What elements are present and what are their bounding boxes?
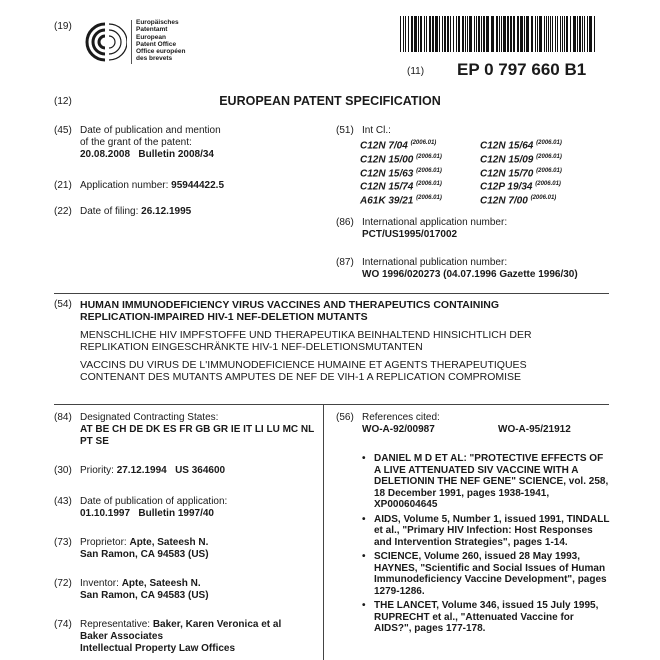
grant-date-value: 20.08.2008 Bulletin 2008/34: [80, 149, 214, 160]
inid-code-30: (30): [54, 465, 72, 476]
publication-number: EP 0 797 660 B1: [457, 60, 587, 79]
inid-code-86: (86): [336, 217, 354, 228]
inid-code-21: (21): [54, 180, 72, 191]
representative-field: Representative: Baker, Karen Veronica et al Baker Associates Intellectual Property Law Offices: [80, 619, 282, 654]
references-list: [360, 453, 612, 638]
priority-field: Priority: 27.12.1994 US 364600: [80, 465, 226, 476]
reference-item: • THE LANCET, Volume 346, issued 15 July 1995, RUPRECHT et al., "Attenuated Vaccine for AIDS?", pages 177-178.: [360, 600, 612, 635]
application-number-field: Application number: 95944422.5: [80, 180, 225, 191]
inid-code-84: (84): [54, 412, 72, 423]
inid-code-73: (73): [54, 537, 72, 548]
inid-code-12: (12): [54, 96, 72, 107]
title-en: HUMAN IMMUNODEFICIENCY VIRUS VACCINES AND THERAPEUTICS CONTAINING REPLICATION-IMPAIRED HIV-1 NEF-DELETION MUTANTS: [80, 299, 500, 323]
reference-item: • AIDS, Volume 5, Number 1, issued 1991, TINDALL et al., "Primary HIV Infection: Host Responses and Intervention Strategies", pages 1-14.: [360, 514, 612, 549]
intl-publication-value: WO 1996/020273 (04.07.1996 Gazette 1996/30): [362, 269, 578, 280]
title-fr: VACCINS DU VIRUS DE L'IMMUNODEFICIENCE HUMAINE ET AGENTS THERAPEUTIQUES CONTENANT DES MUTANTS AMPUTES DE NEF DE VIH-1 A REPLICATION COMPROMISE: [80, 359, 527, 383]
inid-code-87: (87): [336, 257, 354, 268]
application-number-value: 95944422.5: [171, 180, 225, 191]
reference-item: • DANIEL M D ET AL: "PROTECTIVE EFFECTS OF A LIVE ATTENUATED SIV VACCINE WITH A DELETIONIN THE NEF GENE" SCIENCE, vol. 258, 18 December 1991, pages 1938-1941, XP000604645: [360, 453, 612, 511]
divider: [54, 404, 609, 405]
references-field: References cited: WO-A-92/00987 WO-A-95/21912: [362, 412, 571, 435]
inid-code-43: (43): [54, 496, 72, 507]
inid-code-54: (54): [54, 299, 72, 310]
inventor-field: Inventor: Apte, Sateesh N. San Ramon, CA 94583 (US): [80, 578, 209, 601]
divider: [54, 293, 609, 294]
inid-code-74: (74): [54, 619, 72, 630]
reference-item: • SCIENCE, Volume 260, issued 28 May 1993, HAYNES, "Scientific and Social Issues of Human Immunodeficiency Vaccine Development", pages 1279-1286.: [360, 551, 612, 597]
filing-date-field: Date of filing: 26.12.1995: [80, 206, 192, 217]
intl-application-field: International application number: PCT/US1995/017002: [362, 217, 508, 240]
designated-states-field: Designated Contracting States: AT BE CH DE DK ES FR GB GR IE IT LI LU MC NL PT SE: [80, 412, 315, 447]
inid-code-56: (56): [336, 412, 354, 423]
epo-logo-icon: [83, 20, 127, 64]
office-name: Europäisches Patentamt European Patent Office Office européen des brevets: [136, 19, 186, 63]
inid-code-72: (72): [54, 578, 72, 589]
epo-logo: [83, 18, 203, 70]
inid-code-51: (51): [336, 125, 354, 136]
intl-application-value: PCT/US1995/017002: [362, 229, 458, 240]
inid-code-19: (19): [54, 21, 72, 32]
column-divider: [323, 404, 324, 660]
grant-date-field: Date of publication and mention of the grant of the patent: 20.08.2008 Bulletin 2008/34: [80, 125, 221, 160]
int-cl-label: Int Cl.:: [362, 125, 391, 136]
filing-date-value: 26.12.1995: [141, 206, 192, 217]
document-type: EUROPEAN PATENT SPECIFICATION: [219, 94, 441, 108]
inid-code-11: (11): [407, 66, 425, 77]
inid-code-45: (45): [54, 125, 72, 136]
patent-ref: WO-A-92/00987: [362, 424, 435, 435]
application-publication-field: Date of publication of application: 01.10.1997 Bulletin 1997/40: [80, 496, 228, 519]
title-block: [80, 299, 532, 383]
intl-publication-field: International publication number: WO 1996/020273 (04.07.1996 Gazette 1996/30): [362, 257, 578, 280]
proprietor-field: Proprietor: Apte, Sateesh N. San Ramon, CA 94583 (US): [80, 537, 209, 560]
barcode: [400, 16, 598, 52]
title-de: MENSCHLICHE HIV IMPFSTOFFE UND THERAPEUTIKA BEINHALTEND HINSICHTLICH DER REPLIKATION EINGESCHRÄNKTE HIV-1 NEF-DELETIONSMUTANTEN: [80, 329, 532, 353]
patent-ref: WO-A-95/21912: [498, 424, 571, 435]
ipc-table: C12N 7/04 $^{(2006.01)}$ C12N 15/64 $^{(2006.01)}$ C12N 15/00 $^{(2006.01)}$ C12N 15/09 $^{(2006.01)}$ C12N 15/63 $^{(2006.01)}$ C12N 15/70 $^{(2006.01)}$ C12N 15/74 $^{(2006.01)}$ C12P 19/34 $^{(2006.01)}$ A61K 39/21 $^{(2006.01)}$ C12N 7/00 $^{(2006.01)}$: [360, 140, 562, 207]
inid-code-22: (22): [54, 206, 72, 217]
priority-value: 27.12.1994 US 364600: [116, 465, 226, 476]
